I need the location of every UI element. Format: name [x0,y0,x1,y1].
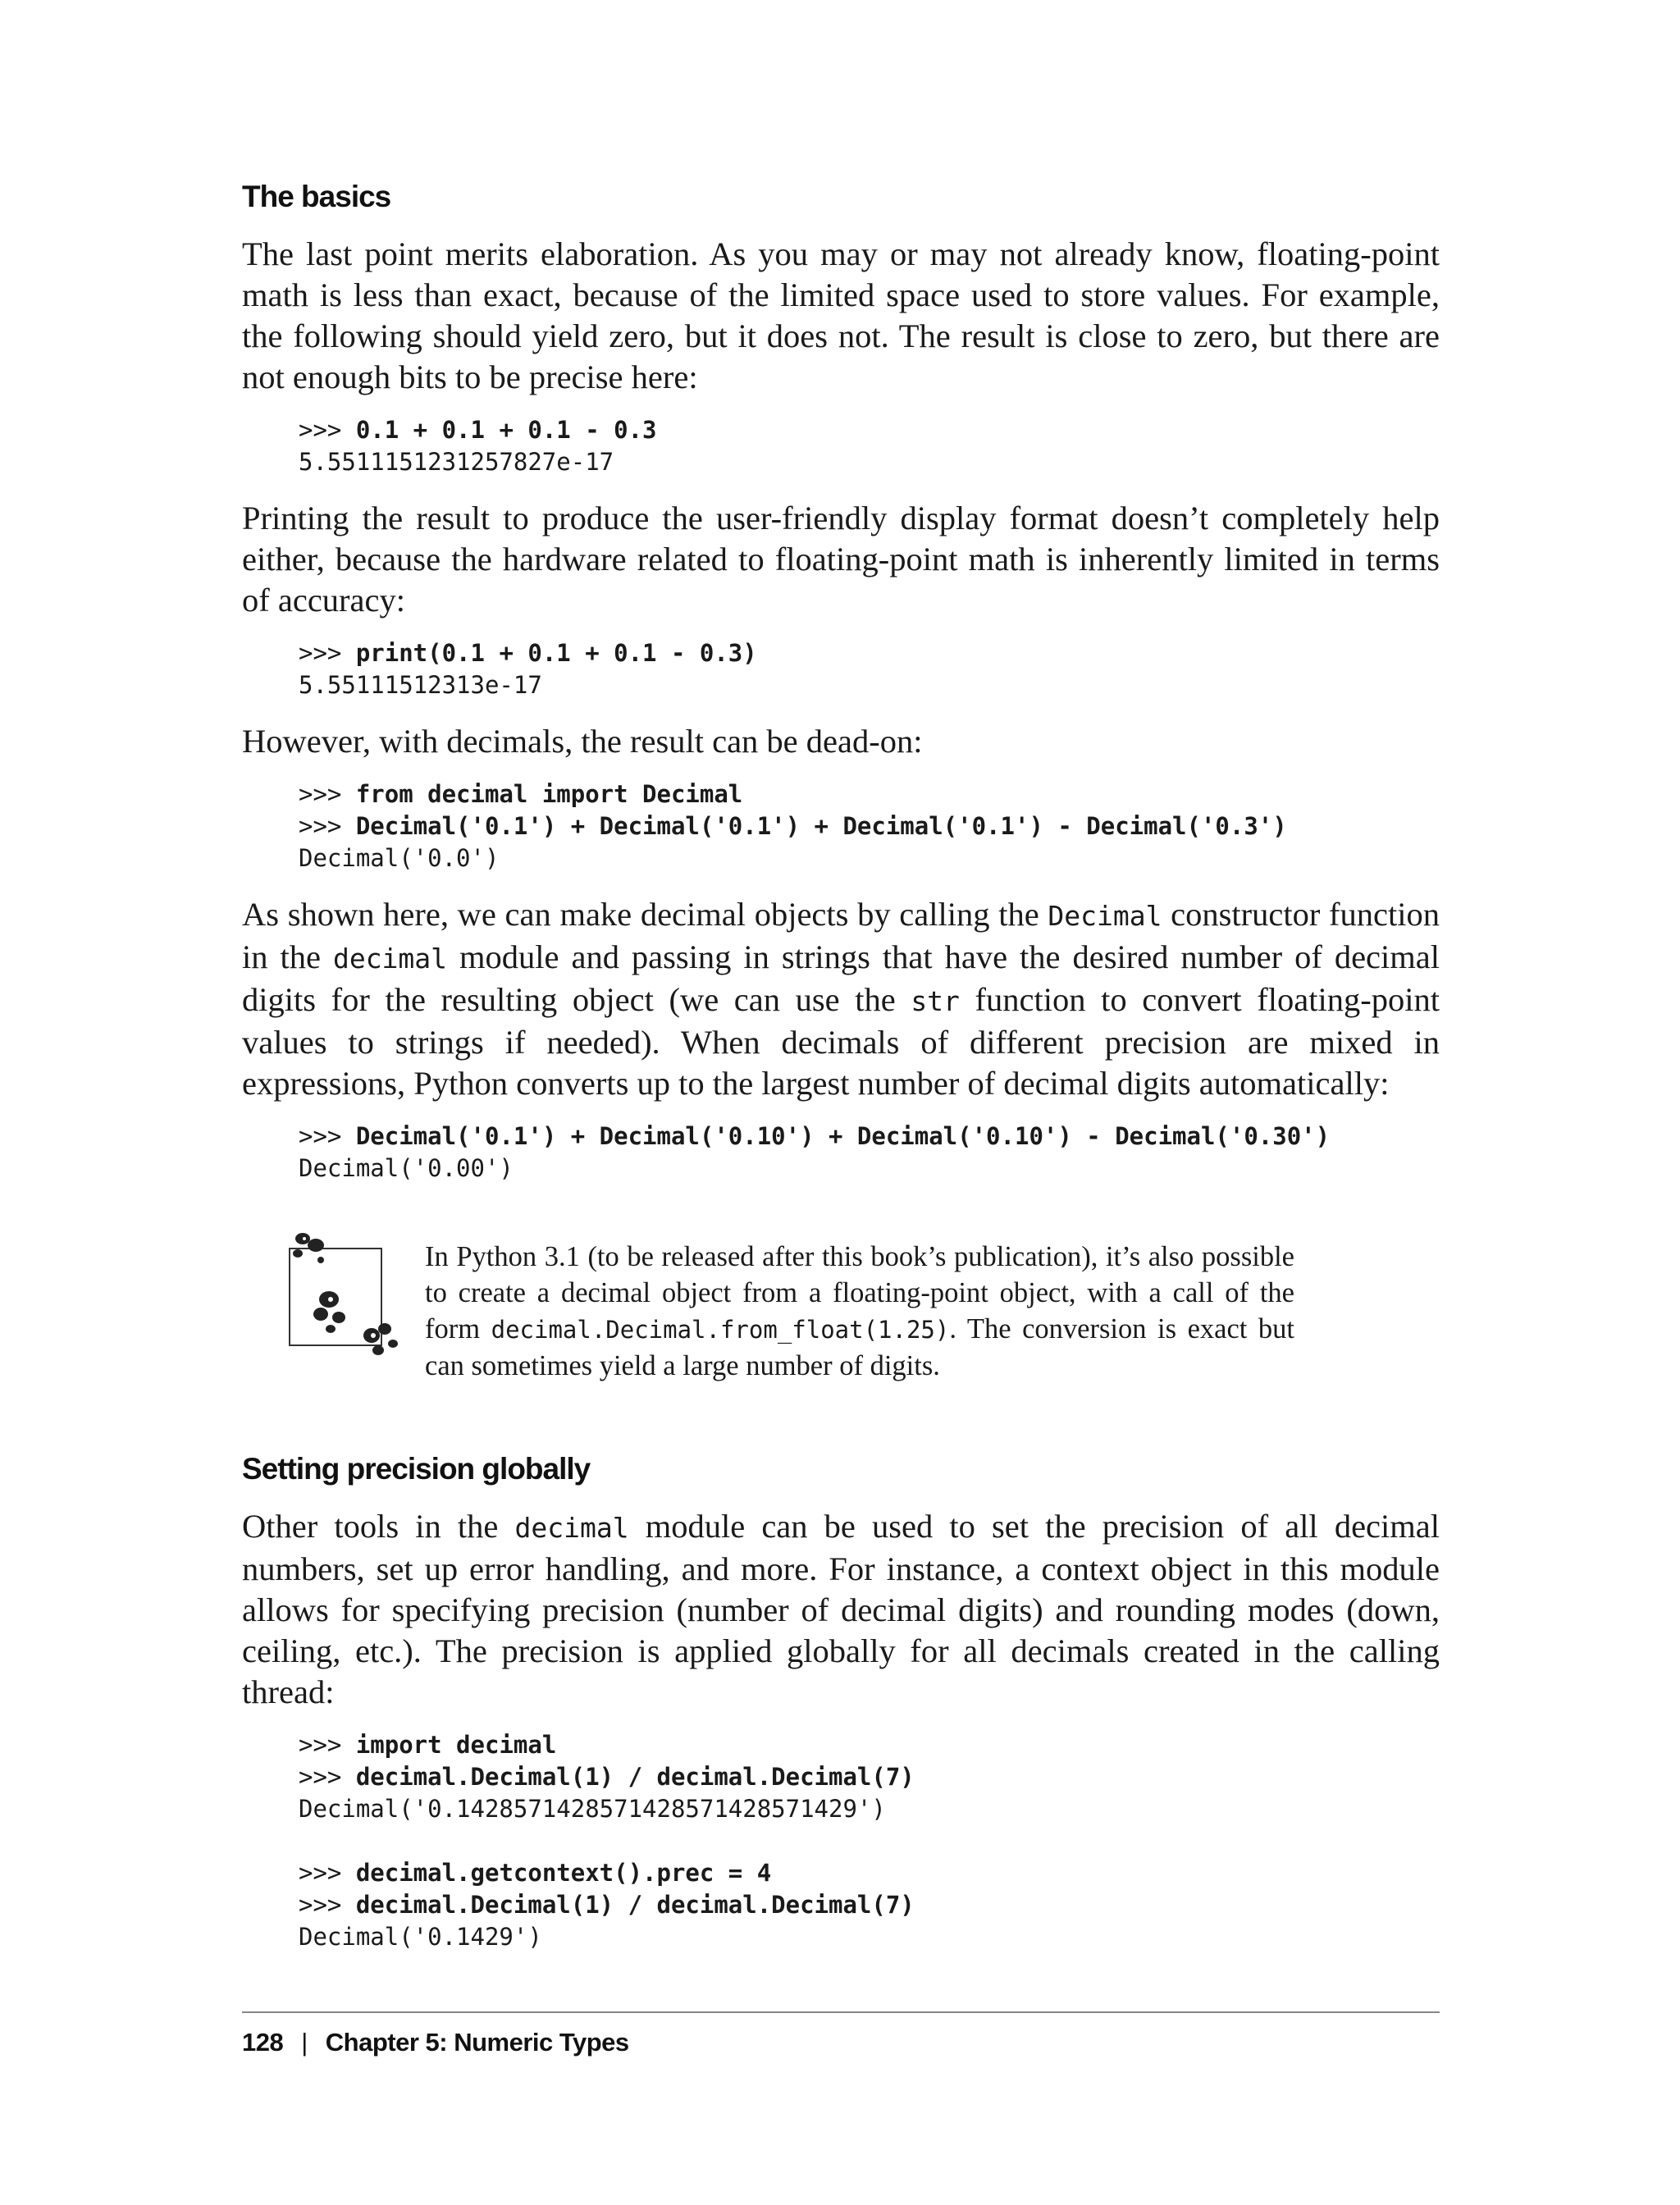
code-output: Decimal('0.1429') [299,1923,542,1951]
code-line [299,1889,1440,1921]
inline-code: decimal [332,943,448,975]
tip-note [242,1227,1440,1391]
inline-code: str [911,985,960,1017]
code-block [299,1121,1440,1185]
code-command: print(0.1 + 0.1 + 0.1 - 0.3) [355,639,757,667]
code-line [299,778,1440,810]
code-line [299,810,1440,842]
paragraph: However, with decimals, the result can be dead-on: [242,723,923,760]
code-line [299,1921,1440,1953]
page-body [242,176,1440,1973]
paragraph: As shown here, we can make decimal objects by calling the Decimal constructor function in the decimal module and passing in strings that have the desired number of decimal digits for the resulting object (we can use the str function to convert floating-point values to strings if needed). When decimals of different precision are mixed in expressions, Python converts up to the largest number of decimal digits automatically: [242,896,1440,1102]
code-line [299,1793,1440,1825]
tip-raccoon-paw-icon [283,1227,406,1358]
code-prompt: >>> [299,812,356,840]
code-prompt: >>> [299,639,356,667]
footer-separator: | [301,2028,308,2057]
code-block [299,1729,1440,1953]
code-block [299,778,1440,874]
code-output: 5.5511151231257827e-17 [299,448,614,476]
code-line [299,637,1440,669]
code-prompt: >>> [299,416,356,444]
code-line [299,1857,1440,1889]
code-block [299,414,1440,478]
code-command: import decimal [355,1731,557,1759]
code-line [299,1121,1440,1153]
paragraph: The last point merits elaboration. As you may or may not already know, floating-point math is less than exact, because of the limited space used to store values. For example, the following should yield zero, but it does not. The result is close to zero, but there are not enough bits to be precise here: [242,235,1440,395]
page-number: 128 [242,2028,284,2057]
code-line [299,446,1440,478]
code-line [299,842,1440,874]
code-output: Decimal('0.0') [299,844,500,872]
code-line [299,1761,1440,1793]
code-output: 5.55111512313e-17 [299,671,542,699]
code-prompt: >>> [299,1859,356,1887]
code-command: from decimal import Decimal [355,780,743,808]
code-line [299,1153,1440,1185]
code-prompt: >>> [299,1891,356,1919]
code-block [299,637,1440,701]
code-output: Decimal('0.00') [299,1154,514,1182]
section-setting-precision [242,1449,1440,1953]
code-command: Decimal('0.1') + Decimal('0.1') + Decimal('0.1') - Decimal('0.3') [355,812,1287,840]
code-line [299,1825,1440,1857]
code-prompt: >>> [299,1763,356,1791]
inline-code: Decimal [1048,900,1162,932]
code-line [299,1729,1440,1761]
code-line [299,414,1440,446]
code-command: decimal.Decimal(1) / decimal.Decimal(7) [355,1763,915,1791]
code-command: decimal.getcontext().prec = 4 [355,1859,772,1887]
inline-code: decimal.Decimal.from_float(1.25) [491,1316,950,1344]
code-prompt: >>> [299,1731,356,1759]
code-line [299,669,1440,701]
code-output: Decimal('0.1428571428571428571428571429') [299,1795,886,1823]
tip-text: In Python 3.1 (to be released after this book’s publication), it’s also possible to create a decimal object from a floating-point object, with a call of the form decimal.Decimal.from_float(1.25). The conversion is exact but can sometimes yield a large number of digits. [425,1241,1294,1381]
page-footer [242,2028,629,2057]
footer-rule [242,2011,1440,2013]
paragraph: Other tools in the decimal module can be used to set the precision of all decimal numbers, set up error handling, and more. For instance, a context object in this module allows for specifying precision (number of decimal digits) and rounding modes (down, ceiling, etc.). The precision is applied globally for all decimals created in the calling thread: [242,1508,1440,1710]
code-prompt: >>> [299,780,356,808]
chapter-title: Chapter 5: Numeric Types [325,2028,629,2057]
paragraph: Printing the result to produce the user-friendly display format doesn’t completely help either, because the hardware related to floating-point math is inherently limited in terms of accuracy: [242,500,1440,619]
code-prompt: >>> [299,1122,356,1150]
inline-code: decimal [514,1512,629,1544]
code-command: 0.1 + 0.1 + 0.1 - 0.3 [355,416,657,444]
section-heading-precision: Setting precision globally [242,1452,591,1486]
code-command: decimal.Decimal(1) / decimal.Decimal(7) [355,1891,915,1919]
section-heading-basics: The basics [242,180,391,213]
code-command: Decimal('0.1') + Decimal('0.10') + Decimal('0.10') - Decimal('0.30') [355,1122,1331,1150]
